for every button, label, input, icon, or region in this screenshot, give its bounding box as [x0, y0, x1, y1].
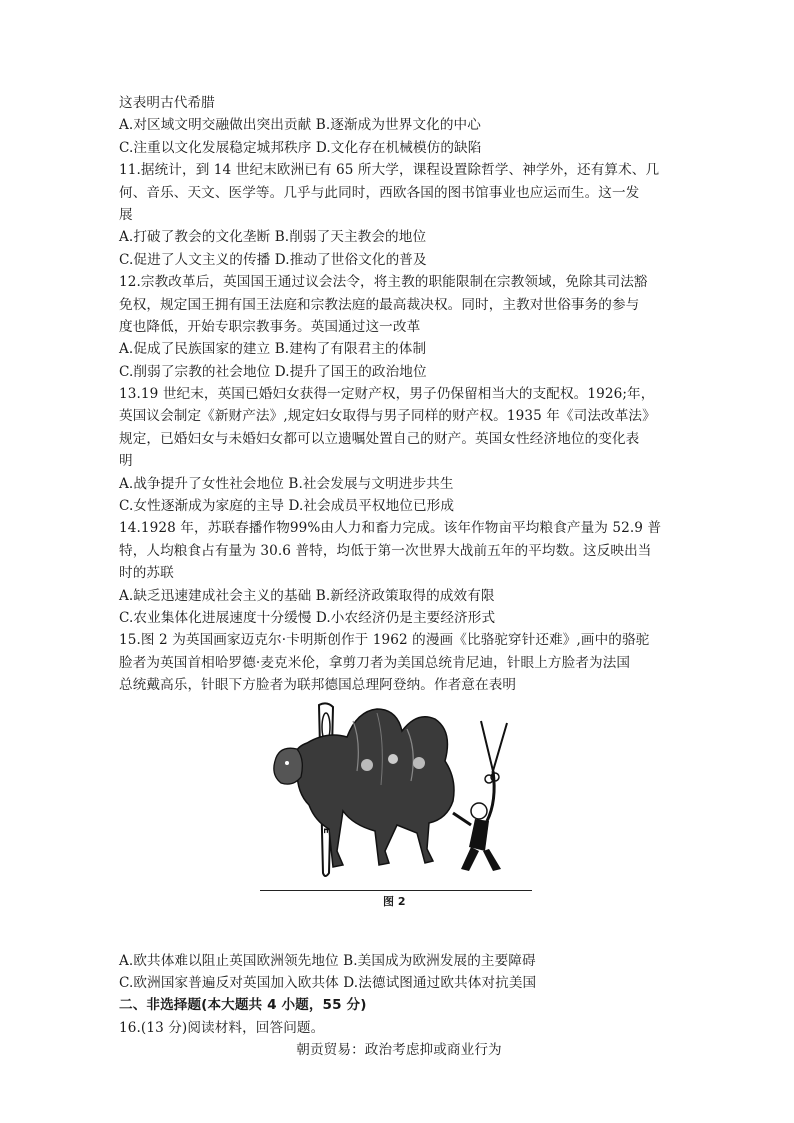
option-line: A.战争提升了女性社会地位 B.社会发展与文明进步共生	[119, 475, 454, 492]
option-line: C.促进了人文主义的传播 D.推动了世俗文化的普及	[119, 251, 427, 268]
man-with-scissors-illustration	[453, 721, 507, 871]
option-line: A.缺乏迅速建成社会主义的基础 B.新经济政策取得的成效有限	[119, 587, 495, 604]
option-line: C.注重以文化发展稳定城邦秩序 D.文化存在机械模仿的缺陷	[119, 139, 482, 156]
option-line: C.削弱了宗教的社会地位 D.提升了国王的政治地位	[119, 363, 427, 380]
figure-2-cartoon	[119, 701, 679, 946]
option-line: A.欧共体难以阻止英国欧洲领先地位 B.美国成为欧洲发展的主要障碍	[119, 952, 536, 969]
question-13-stem: 13.19 世纪末，英国已婚妇女获得一定财产权，男子仍保留相当大的支配权。1926;年，	[119, 386, 655, 403]
option-line: A.对区域文明交融做出突出贡献 B.逐渐成为世界文化的中心	[119, 117, 481, 134]
text-line: 这表明古代希腊	[119, 95, 215, 111]
camel-illustration	[274, 709, 454, 867]
figure-rule	[260, 890, 532, 891]
option-line: A.打破了教会的文化垄断 B.削弱了天主教会的地位	[119, 229, 427, 246]
figure-caption: 图 2	[383, 894, 406, 908]
question-15-stem: 15.图 2 为英国画家迈克尔·卡明斯创作于 1962 的漫画《比骆驼穿针还难》,画中的骆驼	[119, 632, 650, 649]
text-line: 展	[119, 206, 133, 223]
text-line: 何、音乐、天文、医学等。几乎与此同时，西欧各国的图书馆事业也应运而生。这一发	[119, 184, 640, 201]
question-12-stem: 12.宗教改革后，英国国王通过议会法令，将主教的职能限制在宗教领域，免除其司法豁	[119, 274, 648, 291]
question-text-block	[119, 92, 679, 697]
text-line: 总统戴高乐，针眼下方脸者为联邦德国总理阿登纳。作者意在表明	[119, 677, 517, 694]
option-line: A.促成了民族国家的建立 B.建构了有限君主的体制	[119, 341, 427, 358]
text-line: 度也降低，开始专职宗教事务。英国通过这一改革	[119, 318, 421, 335]
option-line: C.女性逐渐成为家庭的主导 D.社会成员平权地位已形成	[119, 498, 455, 515]
exam-page	[119, 92, 679, 1062]
camel-needle-cartoon-image	[257, 701, 537, 886]
text-line: 免权，规定国王拥有国王法庭和宗教法庭的最高裁决权。同时，主教对世俗事务的参与	[119, 296, 640, 313]
text-line: 规定，已婚妇女与未婚妇女都可以立遗嘱处置自己的财产。英国女性经济地位的变化表	[119, 430, 640, 447]
text-line: 特，人均粮食占有量为 30.6 普特，均低于第一次世界大战前五年的平均数。这反映出当	[119, 542, 652, 559]
question-15-options	[119, 950, 679, 995]
text-line: 时的苏联	[119, 565, 174, 582]
text-line: 英国议会制定《新财产法》,规定妇女取得与男子同样的财产权。1935 年《司法改革法》	[119, 408, 656, 425]
text-line: 明	[119, 453, 133, 470]
option-line: C.农业集体化进展速度十分缓慢 D.小农经济仍是主要经济形式	[119, 609, 496, 626]
text-line: 脸者为英国首相哈罗德·麦克米伦，拿剪刀者为美国总统肯尼迪，针眼上方脸者为法国	[119, 654, 631, 671]
material-title: 朝贡贸易：政治考虑抑或商业行为	[296, 1042, 502, 1059]
question-16-intro: 16.(13 分)阅读材料，回答问题。	[119, 1019, 325, 1036]
question-14-stem: 14.1928 年，苏联春播作物99%由人力和畜力完成。该年作物亩平均粮食产量为 52.9 普	[119, 520, 662, 537]
section-heading: 二、非选择题(本大题共 4 小题，55 分)	[119, 997, 367, 1014]
question-11-stem: 11.据统计，到 14 世纪末欧洲已有 65 所大学，课程设置除哲学、神学外，还有算术、几	[119, 162, 660, 179]
option-line: C.欧洲国家普遍反对英国加入欧共体 D.法德试图通过欧共体对抗美国	[119, 974, 537, 991]
